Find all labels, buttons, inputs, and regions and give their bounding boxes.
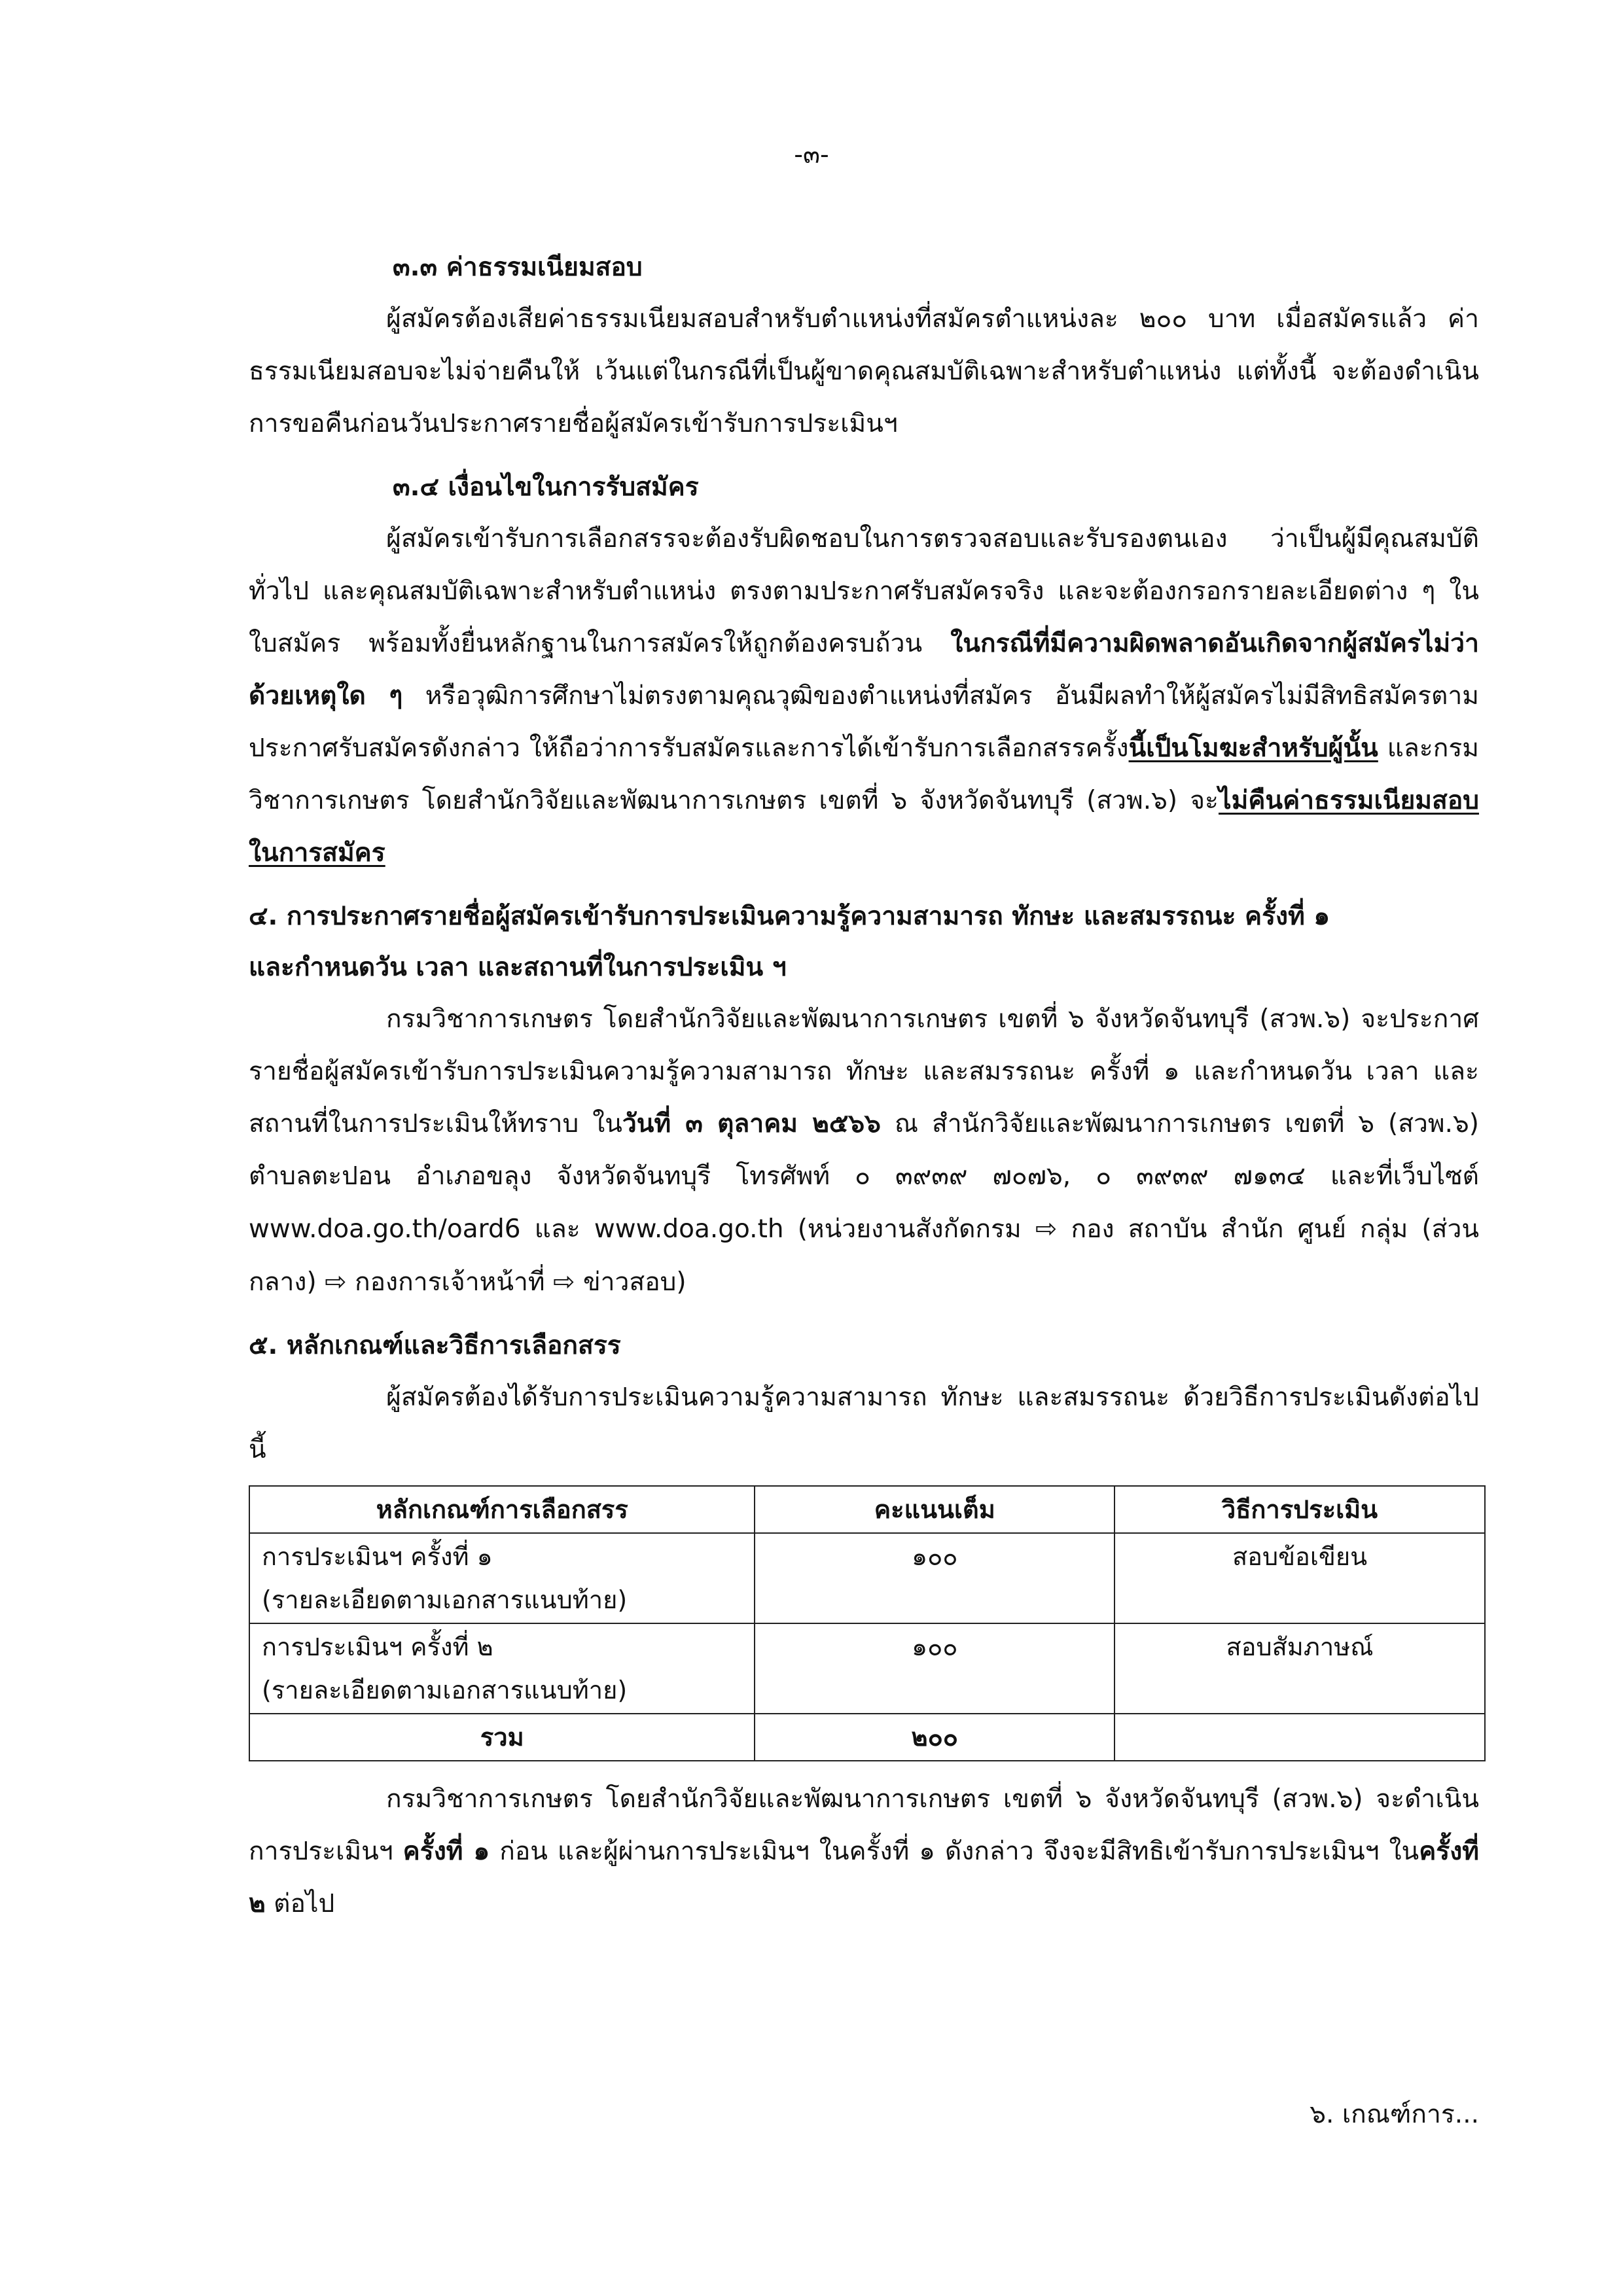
bold-error-clause: ในกรณีที่มีความผิดพลาดอันเกิดจากผู้สมัครไม่ว่าด้วยเหตุใด ๆ — [249, 629, 1479, 711]
section-3-4-heading: ๓.๔ เงื่อนไขในการรับสมัคร — [393, 472, 699, 502]
header-method: วิธีการประเมิน — [1115, 1486, 1485, 1533]
table-row — [249, 1533, 1485, 1623]
next-page-catchword: ๖. เกณฑ์การ... — [1310, 2100, 1479, 2129]
section-3-3-text: ผู้สมัครต้องเสียค่าธรรมเนียมสอบสำหรับตำแหน่งที่สมัครตำแหน่งละ ๒๐๐ บาท เมื่อสมัครแล้ว ค่าธรรมเนียมสอบจะไม่จ่ายคืนให้ เว้นแต่ในกรณีที่เป็นผู้ขาดคุณสมบัติเฉพาะสำหรับตำแหน่ง แต่ทั้งนี้ จะต้องดำเนินการขอคืนก่อนวันประกาศรายชื่อผู้สมัครเข้ารับการประเมินฯ — [249, 304, 1479, 438]
table-header-row — [249, 1486, 1485, 1533]
section-5-heading: ๕. หลักเกณฑ์และวิธีการเลือกสรร — [249, 1331, 621, 1360]
header-full-score: คะแนนเต็ม — [755, 1486, 1115, 1533]
right-arrow-icon: ⇨ — [553, 1267, 575, 1297]
method-cell: สอบข้อเขียน — [1115, 1533, 1485, 1623]
section-3-4-text: ผู้สมัครเข้ารับการเลือกสรรจะต้องรับผิดชอบในการตรวจสอบและรับรองตนเอง ว่าเป็นผู้มีคุณสมบัติทั่วไป และคุณสมบัติเฉพาะสำหรับตำแหน่ง ตรงตามประกาศรับสมัครจริง และจะต้องกรอกรายละเอียดต่าง ๆ ในใบสมัคร พร้อมทั้งยื่นหลักฐานในการสมัครให้ถูกต้องครบถ้วน ในกรณีที่มีความผิดพลาดอันเกิดจากผู้สมัครไม่ว่าด้วยเหตุใด ๆ หรือวุฒิการศึกษาไม่ตรงตามคุณวุฒิของตำแหน่งที่สมัคร อันมีผลทำให้ผู้สมัครไม่มีสิทธิสมัครตามประกาศรับสมัครดังกล่าว ให้ถือว่าการรับสมัครและการได้เข้ารับการเลือกสรรครั้งนี้เป็นโมฆะสำหรับผู้นั้น และกรมวิชาการเกษตร โดยสำนักวิจัยและพัฒนาการเกษตร เขตที่ ๖ จังหวัดจันทบุรี (สวพ.๖) จะไม่คืนค่าธรรมเนียมสอบในการสมัคร — [249, 524, 1479, 868]
score-cell: ๑๐๐ — [755, 1533, 1115, 1623]
section-5-intro: ผู้สมัครต้องได้รับการประเมินความรู้ความสามารถ ทักษะ และสมรรถนะ ด้วยวิธีการประเมินดังต่อไปนี้ — [249, 1383, 1479, 1464]
section-3-3-heading: ๓.๓ ค่าธรรมเนียมสอบ — [393, 253, 643, 282]
page-number: -๓- — [794, 140, 829, 169]
section-4-text: กรมวิชาการเกษตร โดยสำนักวิจัยและพัฒนาการเกษตร เขตที่ ๖ จังหวัดจันทบุรี (สวพ.๖) จะประกาศรายชื่อผู้สมัครเข้ารับการประเมินความรู้ความสามารถ ทักษะ และสมรรถนะ ครั้งที่ ๑ และกำหนดวัน เวลา และสถานที่ในการประเมินให้ทราบ ในวันที่ ๓ ตุลาคม ๒๕๖๖ ณ สำนักวิจัยและพัฒนาการเกษตร เขตที่ ๖ (สวพ.๖) ตำบลตะปอน อำเภอขลุง จังหวัดจันทบุรี โทรศัพท์ ๐ ๓๙๓๙ ๗๐๗๖, ๐ ๓๙๓๙ ๗๑๓๔ และที่เว็บไซต์ www.doa.go.th/oard6 และ www.doa.go.th (หน่วยงานสังกัดกรม ⇨ กอง สถาบัน สำนัก ศูนย์ กลุ่ม (ส่วนกลาง) ⇨ กองการเจ้าหน้าที่ ⇨ ข่าวสอบ) — [249, 1004, 1480, 1297]
document-body — [249, 242, 1479, 1930]
right-arrow-icon: ⇨ — [1035, 1214, 1058, 1244]
criterion-cell: การประเมินฯ ครั้งที่ ๒ (รายละเอียดตามเอกสารแนบท้าย) — [249, 1623, 755, 1714]
right-arrow-icon: ⇨ — [325, 1267, 347, 1297]
selection-criteria-table — [249, 1485, 1486, 1761]
score-cell: ๑๐๐ — [755, 1623, 1115, 1714]
section-4-heading-line2: และกำหนดวัน เวลา และสถานที่ในการประเมิน ฯ — [249, 953, 787, 982]
bold-void-clause: นี้เป็นโมฆะสำหรับผู้นั้น — [1128, 733, 1378, 763]
criterion-cell: การประเมินฯ ครั้งที่ ๑ (รายละเอียดตามเอกสารแนบท้าย) — [249, 1533, 755, 1623]
total-score: ๒๐๐ — [755, 1714, 1115, 1761]
section-5-closing: กรมวิชาการเกษตร โดยสำนักวิจัยและพัฒนาการเกษตร เขตที่ ๖ จังหวัดจันทบุรี (สวพ.๖) จะดำเนินการประเมินฯ ครั้งที่ ๑ ก่อน และผู้ผ่านการประเมินฯ ในครั้งที่ ๑ ดังกล่าว จึงจะมีสิทธิเข้ารับการประเมินฯ ในครั้งที่ ๒ ต่อไป — [249, 1784, 1479, 1918]
bold-no-refund-clause: ไม่คืนค่าธรรมเนียมสอบในการสมัคร — [249, 786, 1479, 868]
total-label: รวม — [249, 1714, 755, 1761]
table-total-row — [249, 1714, 1485, 1761]
announcement-date: วันที่ ๓ ตุลาคม ๒๕๖๖ — [622, 1109, 881, 1139]
total-empty-cell — [1115, 1714, 1485, 1761]
header-criteria: หลักเกณฑ์การเลือกสรร — [249, 1486, 755, 1533]
method-cell: สอบสัมภาษณ์ — [1115, 1623, 1485, 1714]
section-4-heading-line1: ๔. การประกาศรายชื่อผู้สมัครเข้ารับการประเมินความรู้ความสามารถ ทักษะ และสมรรถนะ ครั้งที่ ๑ — [249, 902, 1330, 931]
table-row — [249, 1623, 1485, 1714]
